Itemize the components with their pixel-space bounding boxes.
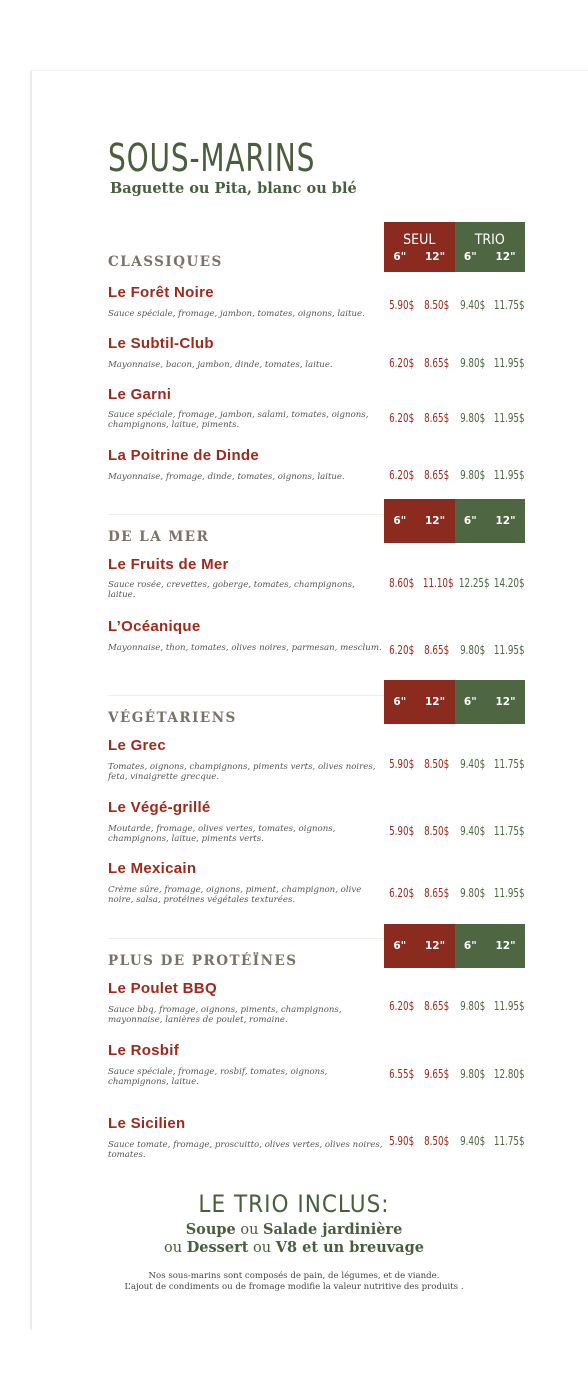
trio-dessert: Dessert <box>186 1239 249 1256</box>
item-prices <box>384 1066 525 1081</box>
price-seul-6: 5.90$ <box>389 756 415 771</box>
section-title: DE LA MER <box>108 529 210 545</box>
seul-label: SEUL <box>403 232 436 248</box>
size-6-label: 6" <box>463 696 477 708</box>
size-12-label: 12" <box>495 515 516 527</box>
item-description: Sauce spéciale, fromage, jambon, salami, tomates, oignons, champignons, laitue, piments. <box>108 410 369 430</box>
price-trio-6: 12.25$ <box>458 575 490 590</box>
trio-column-header <box>455 924 526 968</box>
price-trio-6: 9.40$ <box>459 297 485 312</box>
item-name: Le Végé-grillé <box>108 799 211 816</box>
item-prices <box>384 642 525 657</box>
price-seul-12: 8.50$ <box>424 823 450 838</box>
item-name: Le Poulet BBQ <box>108 980 217 997</box>
size-12-label: 12" <box>495 940 516 952</box>
price-seul-6: 6.20$ <box>389 410 415 425</box>
item-name: Le Forêt Noire <box>108 284 214 301</box>
price-seul-6: 6.20$ <box>389 885 415 900</box>
size-6-label: 6" <box>393 251 407 263</box>
price-seul-12: 8.65$ <box>424 885 450 900</box>
page-title: SOUS-MARINS <box>108 136 316 180</box>
trio-column-header <box>455 222 526 272</box>
price-seul-6: 6.20$ <box>389 998 415 1013</box>
trio-label: TRIO <box>474 232 505 248</box>
price-seul-12: 8.65$ <box>424 998 450 1013</box>
item-description: Tomates, oignons, champignons, piments verts, olives noires, feta, vinaigrette grecque. <box>108 762 376 782</box>
item-prices <box>384 297 525 312</box>
trio-column-header <box>455 499 526 543</box>
seul-column-header <box>384 680 455 724</box>
price-seul-12: 8.65$ <box>424 410 450 425</box>
section-title: PLUS DE PROTÉÏNES <box>108 953 298 969</box>
section-divider <box>108 514 384 515</box>
section-divider <box>108 938 384 939</box>
price-trio-12: 12.80$ <box>493 1066 525 1081</box>
nutrition-note-2: L’ajout de condiments ou de fromage modifie la valeur nutritive des produits . <box>124 1282 464 1292</box>
seul-column-header <box>384 499 455 543</box>
seul-column-header <box>384 222 455 272</box>
trio-soupe: Soupe <box>185 1221 236 1238</box>
item-description: Moutarde, fromage, olives vertes, tomates, oignons, champignons, laitue, piments verts. <box>108 824 336 844</box>
item-description: Mayonnaise, bacon, jambon, dinde, tomates, laitue. <box>108 360 333 370</box>
price-seul-6: 6.20$ <box>389 642 415 657</box>
price-trio-6: 9.80$ <box>459 642 485 657</box>
price-seul-12: 11.10$ <box>423 575 454 590</box>
price-trio-12: 11.95$ <box>493 998 525 1013</box>
size-6-label: 6" <box>463 940 477 952</box>
price-header-vege <box>384 680 525 724</box>
item-name: La Poitrine de Dinde <box>108 447 260 464</box>
trio-salade: Salade jardinière <box>263 1221 403 1238</box>
item-name: L’Océanique <box>108 618 201 635</box>
nutrition-note-1: Nos sous-marins sont composés de pain, de légumes, et de viande. <box>148 1271 440 1281</box>
price-trio-6: 9.80$ <box>459 885 485 900</box>
price-seul-12: 8.65$ <box>424 355 450 370</box>
item-description: Sauce spéciale, fromage, jambon, tomates, oignons, laitue. <box>108 309 365 319</box>
price-trio-12: 11.95$ <box>493 410 525 425</box>
size-6-label: 6" <box>463 515 477 527</box>
item-prices <box>384 1133 525 1148</box>
price-trio-6: 9.80$ <box>459 998 485 1013</box>
section-title: VÉGÉTARIENS <box>108 710 237 726</box>
item-prices <box>384 885 525 900</box>
price-trio-12: 11.75$ <box>493 297 525 312</box>
section-title: CLASSIQUES <box>108 254 223 270</box>
item-name: Le Rosbif <box>108 1042 180 1059</box>
price-trio-12: 11.95$ <box>493 467 525 482</box>
trio-title: LE TRIO INCLUS: <box>198 1190 390 1218</box>
trio-or: ou <box>164 1240 187 1256</box>
price-header-mer <box>384 499 525 543</box>
item-name: Le Mexicain <box>108 860 197 877</box>
item-name: Le Sicilien <box>108 1115 186 1132</box>
item-description: Sauce spéciale, fromage, rosbif, tomates, oignons, champignons, laitue. <box>108 1067 328 1087</box>
price-seul-12: 8.50$ <box>424 756 450 771</box>
item-description: Crème sûre, fromage, oignons, piment, champignon, olive noire, salsa, protéines végétales texturées. <box>108 885 362 905</box>
size-6-label: 6" <box>393 696 407 708</box>
price-seul-6: 5.90$ <box>389 823 415 838</box>
size-6-label: 6" <box>463 251 477 263</box>
item-prices <box>384 756 525 771</box>
price-trio-12: 11.95$ <box>493 885 525 900</box>
price-trio-6: 9.80$ <box>459 1066 485 1081</box>
item-prices <box>384 575 525 590</box>
price-seul-6: 5.90$ <box>389 1133 415 1148</box>
price-trio-6: 9.40$ <box>459 1133 485 1148</box>
price-trio-12: 11.95$ <box>493 642 525 657</box>
price-seul-6: 6.20$ <box>389 355 415 370</box>
price-trio-12: 11.95$ <box>493 355 525 370</box>
size-12-label: 12" <box>495 251 516 263</box>
price-trio-6: 9.80$ <box>459 410 485 425</box>
price-trio-6: 9.80$ <box>459 355 485 370</box>
trio-line-2 <box>0 1239 588 1256</box>
item-prices <box>384 355 525 370</box>
price-seul-12: 9.65$ <box>424 1066 450 1081</box>
price-seul-6: 6.20$ <box>389 467 415 482</box>
item-prices <box>384 467 525 482</box>
price-trio-12: 11.75$ <box>493 1133 525 1148</box>
size-12-label: 12" <box>425 940 446 952</box>
size-12-label: 12" <box>425 515 446 527</box>
price-seul-6: 6.55$ <box>389 1066 415 1081</box>
item-name: Le Fruits de Mer <box>108 556 229 573</box>
seul-column-header <box>384 924 455 968</box>
price-seul-12: 8.65$ <box>424 642 450 657</box>
price-trio-12: 11.75$ <box>493 823 525 838</box>
item-name: Le Garni <box>108 386 172 403</box>
price-seul-6: 8.60$ <box>389 575 415 590</box>
size-6-label: 6" <box>393 940 407 952</box>
trio-or: ou <box>235 1222 264 1238</box>
price-seul-12: 8.50$ <box>424 297 450 312</box>
item-description: Mayonnaise, thon, tomates, olives noires, parmesan, mesclum. <box>108 643 382 653</box>
item-description: Sauce bbq, fromage, oignons, piments, champignons, mayonnaise, lanières de poulet, romaine. <box>108 1005 342 1025</box>
price-trio-6: 9.80$ <box>459 467 485 482</box>
trio-or: ou <box>248 1240 276 1256</box>
section-divider <box>108 695 384 696</box>
price-trio-12: 14.20$ <box>493 575 525 590</box>
trio-line-1 <box>0 1221 588 1238</box>
item-prices <box>384 998 525 1013</box>
item-prices <box>384 823 525 838</box>
price-seul-6: 5.90$ <box>389 297 415 312</box>
page-subtitle: Baguette ou Pita, blanc ou blé <box>110 180 357 197</box>
item-name: Le Grec <box>108 737 166 754</box>
trio-breuvage: V8 et un breuvage <box>275 1239 424 1256</box>
price-header-proteines <box>384 924 525 968</box>
price-header-classiques <box>384 222 525 272</box>
size-12-label: 12" <box>425 251 446 263</box>
size-6-label: 6" <box>393 515 407 527</box>
price-trio-12: 11.75$ <box>493 756 525 771</box>
item-description: Sauce tomate, fromage, proscuitto, olives vertes, olives noires, tomates. <box>108 1140 383 1160</box>
price-trio-6: 9.40$ <box>459 756 485 771</box>
price-seul-12: 8.65$ <box>424 467 450 482</box>
size-12-label: 12" <box>425 696 446 708</box>
item-description: Mayonnaise, fromage, dinde, tomates, oignons, laitue. <box>108 472 345 482</box>
item-prices <box>384 410 525 425</box>
item-name: Le Subtil-Club <box>108 335 214 352</box>
item-description: Sauce rosée, crevettes, goberge, tomates, champignons, laitue. <box>108 580 355 600</box>
size-12-label: 12" <box>495 696 516 708</box>
price-seul-12: 8.50$ <box>424 1133 450 1148</box>
price-trio-6: 9.40$ <box>459 823 485 838</box>
trio-column-header <box>455 680 526 724</box>
